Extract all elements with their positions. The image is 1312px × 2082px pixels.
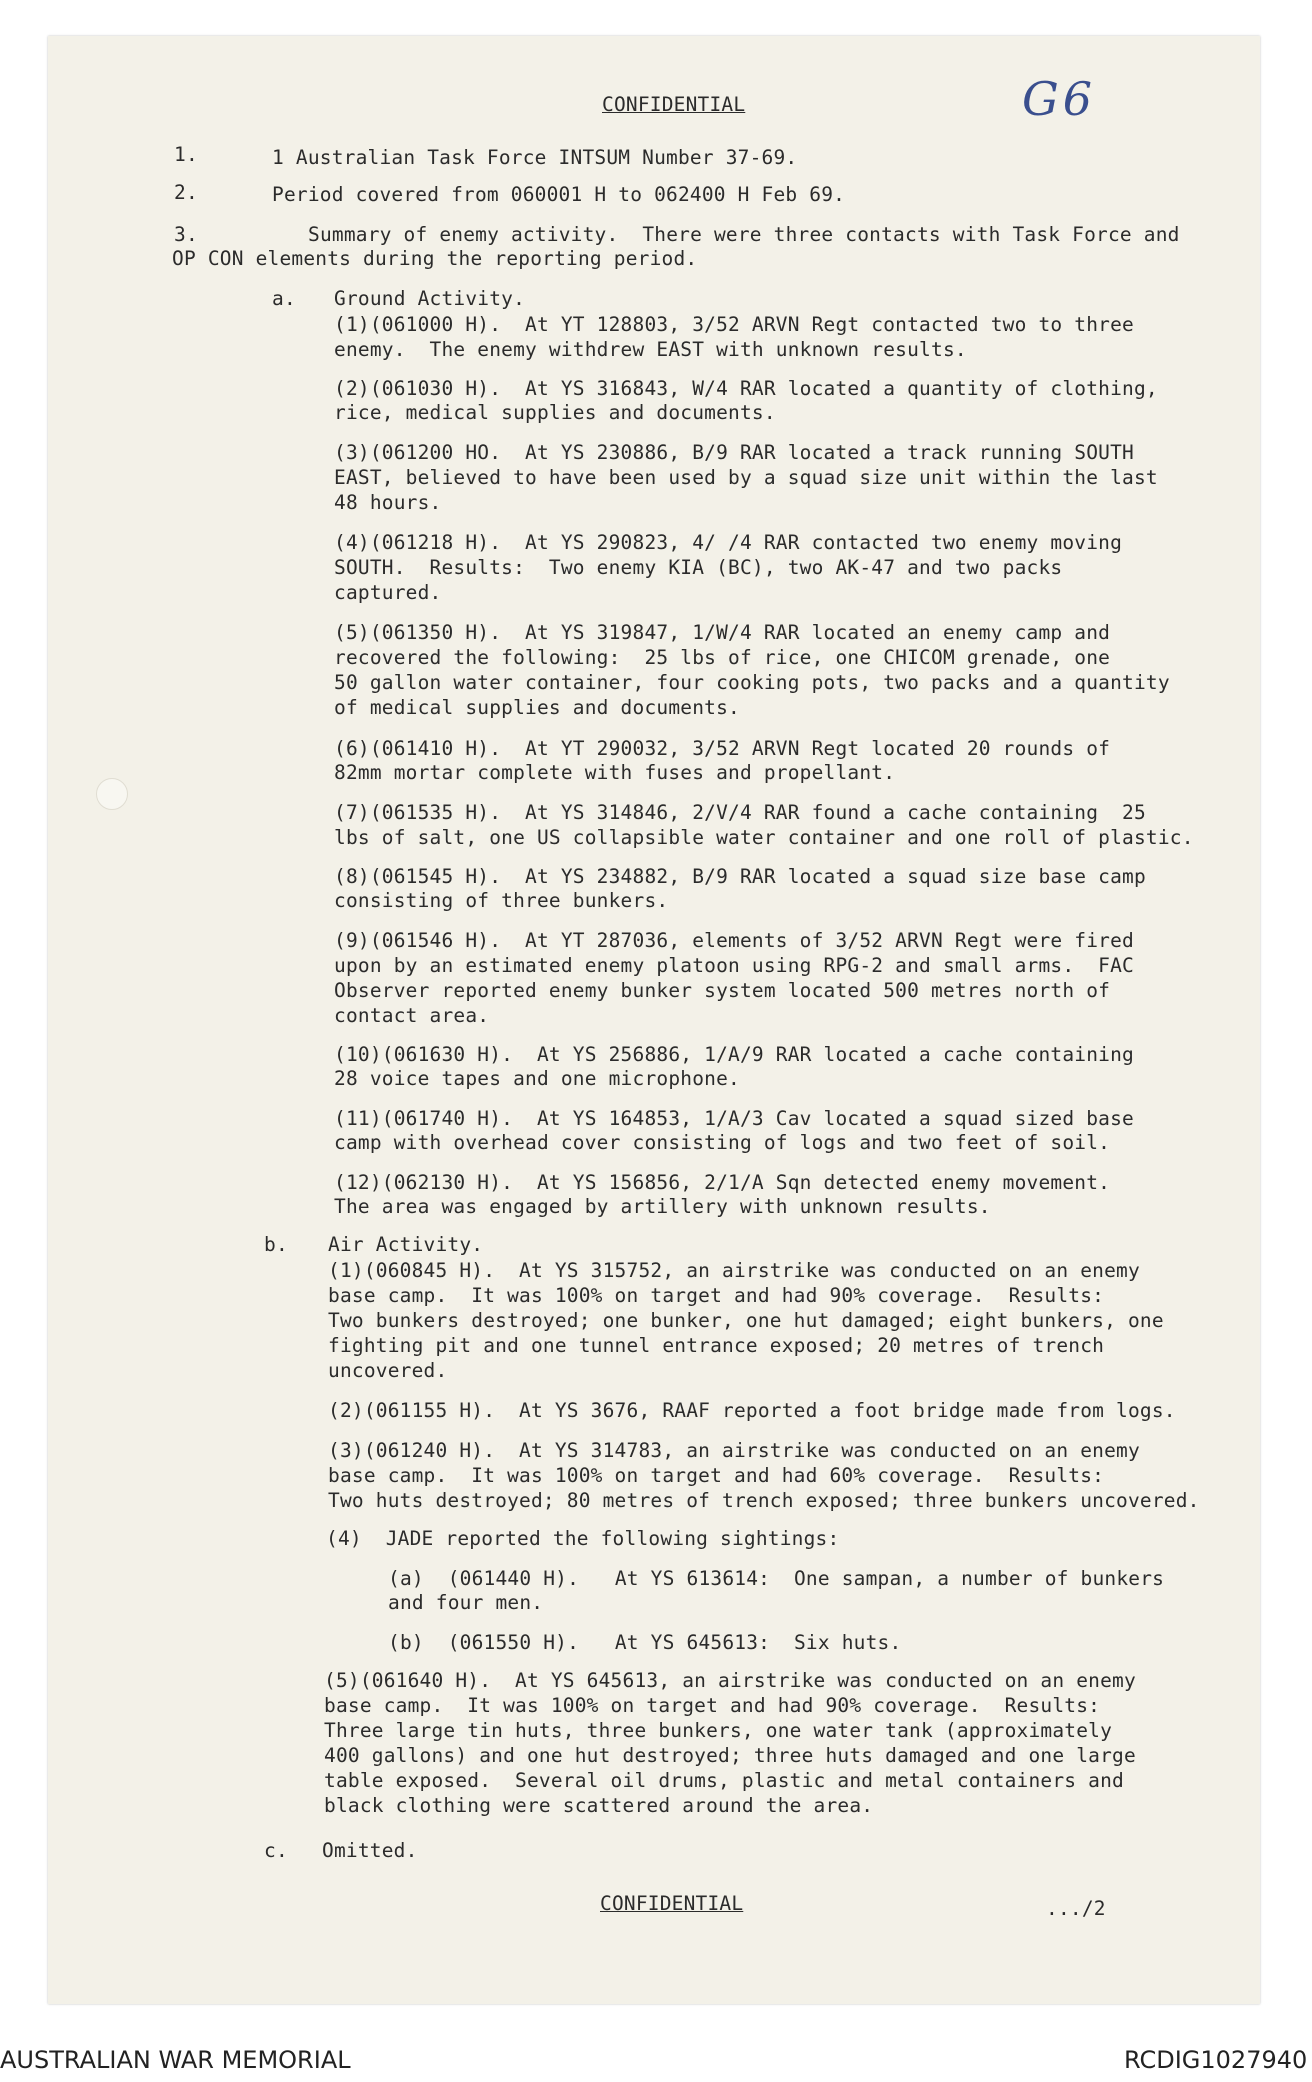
- air-entry-5-line-2: base camp. It was 100% on target and had 90% coverage. Results:: [324, 1694, 1101, 1717]
- ground-entry-9-line-3: Observer reported enemy bunker system located 500 metres north of: [334, 979, 1111, 1002]
- air-entry-1-line-5: uncovered.: [328, 1359, 448, 1382]
- page-continuation: .../2: [1046, 1897, 1106, 1920]
- ground-entry-4-line-2: SOUTH. Results: Two enemy KIA (BC), two AK-47 and two packs: [334, 556, 1063, 579]
- punch-hole: [96, 778, 128, 810]
- ground-entry-4-line-1: (4)(061218 H). At YS 290823, 4/ /4 RAR contacted two enemy moving: [334, 531, 1123, 554]
- air-entry-3-line-2: base camp. It was 100% on target and had 60% coverage. Results:: [328, 1464, 1105, 1487]
- ground-entry-11-line-1: (11)(061740 H). At YS 164853, 1/A/3 Cav located a squad sized base: [334, 1107, 1134, 1130]
- classification-bottom: CONFIDENTIAL: [600, 1892, 744, 1915]
- ground-entry-1-line-1: (1)(061000 H). At YT 128803, 3/52 ARVN Regt contacted two to three: [334, 313, 1134, 336]
- ground-entry-9-line-2: upon by an estimated enemy platoon using RPG-2 and small arms. FAC: [334, 954, 1134, 977]
- footer-right: RCDIG1027940: [1124, 2046, 1308, 2074]
- section-c-letter: c.: [264, 1839, 288, 1862]
- ground-entry-4-line-3: captured.: [334, 581, 442, 604]
- air-entry-5-line-4: 400 gallons) and one hut destroyed; three huts damaged and one large: [324, 1744, 1136, 1767]
- ground-entry-2-line-2: rice, medical supplies and documents.: [334, 401, 776, 424]
- ground-entry-7-line-1: (7)(061535 H). At YS 314846, 2/V/4 RAR found a cache containing 25: [334, 801, 1146, 824]
- ground-entry-5-line-2: recovered the following: 25 lbs of rice, one CHICOM grenade, one: [334, 646, 1111, 669]
- air-entry-1-line-4: fighting pit and one tunnel entrance exposed; 20 metres of trench: [328, 1334, 1105, 1357]
- air-entry-3-line-3: Two huts destroyed; 80 metres of trench exposed; three bunkers uncovered.: [328, 1489, 1200, 1512]
- air-entry-1-line-3: Two bunkers destroyed; one bunker, one hut damaged; eight bunkers, one: [328, 1309, 1164, 1332]
- ground-entry-12-line-1: (12)(062130 H). At YS 156856, 2/1/A Sqn detected enemy movement.: [334, 1171, 1111, 1194]
- item-2-text: Period covered from 060001 H to 062400 H Feb 69.: [272, 183, 846, 206]
- section-c-text: Omitted.: [322, 1839, 418, 1862]
- item-1-number: 1.: [174, 143, 198, 166]
- ground-entry-3-line-1: (3)(061200 HO. At YS 230886, B/9 RAR located a track running SOUTH: [334, 441, 1134, 464]
- ground-entry-7-line-2: lbs of salt, one US collapsible water container and one roll of plastic.: [334, 826, 1194, 849]
- ground-entry-9-line-1: (9)(061546 H). At YT 287036, elements of 3/52 ARVN Regt were fired: [334, 929, 1134, 952]
- item-1-text: 1 Australian Task Force INTSUM Number 37-69.: [272, 146, 798, 169]
- ground-entry-11-line-2: camp with overhead cover consisting of logs and two feet of soil.: [334, 1131, 1111, 1154]
- ground-entry-10-line-1: (10)(061630 H). At YS 256886, 1/A/9 RAR located a cache containing: [334, 1043, 1134, 1066]
- air-entry-1-line-1: (1)(060845 H). At YS 315752, an airstrike was conducted on an enemy: [328, 1259, 1140, 1282]
- item-3-number: 3.: [174, 223, 198, 246]
- air-entry-4a-line-2: and four men.: [388, 1591, 544, 1614]
- air-entry-4-line: (4) JADE reported the following sightings:: [326, 1527, 840, 1550]
- ground-entry-5-line-1: (5)(061350 H). At YS 319847, 1/W/4 RAR located an enemy camp and: [334, 621, 1111, 644]
- ground-entry-8-line-2: consisting of three bunkers.: [334, 889, 669, 912]
- item-2-number: 2.: [174, 181, 198, 204]
- item-3-continuation: OP CON elements during the reporting period.: [172, 247, 698, 270]
- air-entry-1-line-2: base camp. It was 100% on target and had 90% coverage. Results:: [328, 1284, 1105, 1307]
- air-entry-5-line-5: table exposed. Several oil drums, plastic and metal containers and: [324, 1769, 1124, 1792]
- ground-entry-8-line-1: (8)(061545 H). At YS 234882, B/9 RAR located a squad size base camp: [334, 865, 1146, 888]
- handwritten-mark: G6: [1022, 72, 1097, 126]
- ground-entry-6-line-2: 82mm mortar complete with fuses and propellant.: [334, 761, 896, 784]
- section-b-letter: b.: [264, 1233, 288, 1256]
- ground-entry-3-line-2: EAST, believed to have been used by a squad size unit within the last: [334, 466, 1158, 489]
- air-entry-5-line-3: Three large tin huts, three bunkers, one water tank (approximately: [324, 1719, 1113, 1742]
- ground-entry-5-line-4: of medical supplies and documents.: [334, 696, 740, 719]
- footer-left: AUSTRALIAN WAR MEMORIAL: [0, 2046, 351, 2074]
- ground-entry-6-line-1: (6)(061410 H). At YT 290032, 3/52 ARVN Regt located 20 rounds of: [334, 737, 1111, 760]
- ground-entry-3-line-3: 48 hours.: [334, 491, 442, 514]
- air-entry-4b-line: (b) (061550 H). At YS 645613: Six huts.: [388, 1631, 902, 1654]
- ground-entry-2-line-1: (2)(061030 H). At YS 316843, W/4 RAR located a quantity of clothing,: [334, 377, 1158, 400]
- section-a-heading: Ground Activity.: [334, 287, 526, 310]
- ground-entry-1-line-2: enemy. The enemy withdrew EAST with unknown results.: [334, 338, 967, 361]
- ground-entry-10-line-2: 28 voice tapes and one microphone.: [334, 1067, 740, 1090]
- air-entry-5-line-1: (5)(061640 H). At YS 645613, an airstrike was conducted on an enemy: [324, 1669, 1136, 1692]
- item-3-text: Summary of enemy activity. There were three contacts with Task Force and: [308, 223, 1180, 246]
- section-b-heading: Air Activity.: [328, 1233, 484, 1256]
- air-entry-3-line-1: (3)(061240 H). At YS 314783, an airstrike was conducted on an enemy: [328, 1439, 1140, 1462]
- classification-top: CONFIDENTIAL: [602, 93, 746, 116]
- ground-entry-9-line-4: contact area.: [334, 1004, 490, 1027]
- air-entry-2-line-1: (2)(061155 H). At YS 3676, RAAF reported a foot bridge made from logs.: [328, 1399, 1176, 1422]
- section-a-letter: a.: [272, 287, 296, 310]
- ground-entry-5-line-3: 50 gallon water container, four cooking pots, two packs and a quantity: [334, 671, 1170, 694]
- air-entry-4a-line-1: (a) (061440 H). At YS 613614: One sampan, a number of bunkers: [388, 1567, 1165, 1590]
- ground-entry-12-line-2: The area was engaged by artillery with unknown results.: [334, 1195, 991, 1218]
- air-entry-5-line-6: black clothing were scattered around the area.: [324, 1794, 874, 1817]
